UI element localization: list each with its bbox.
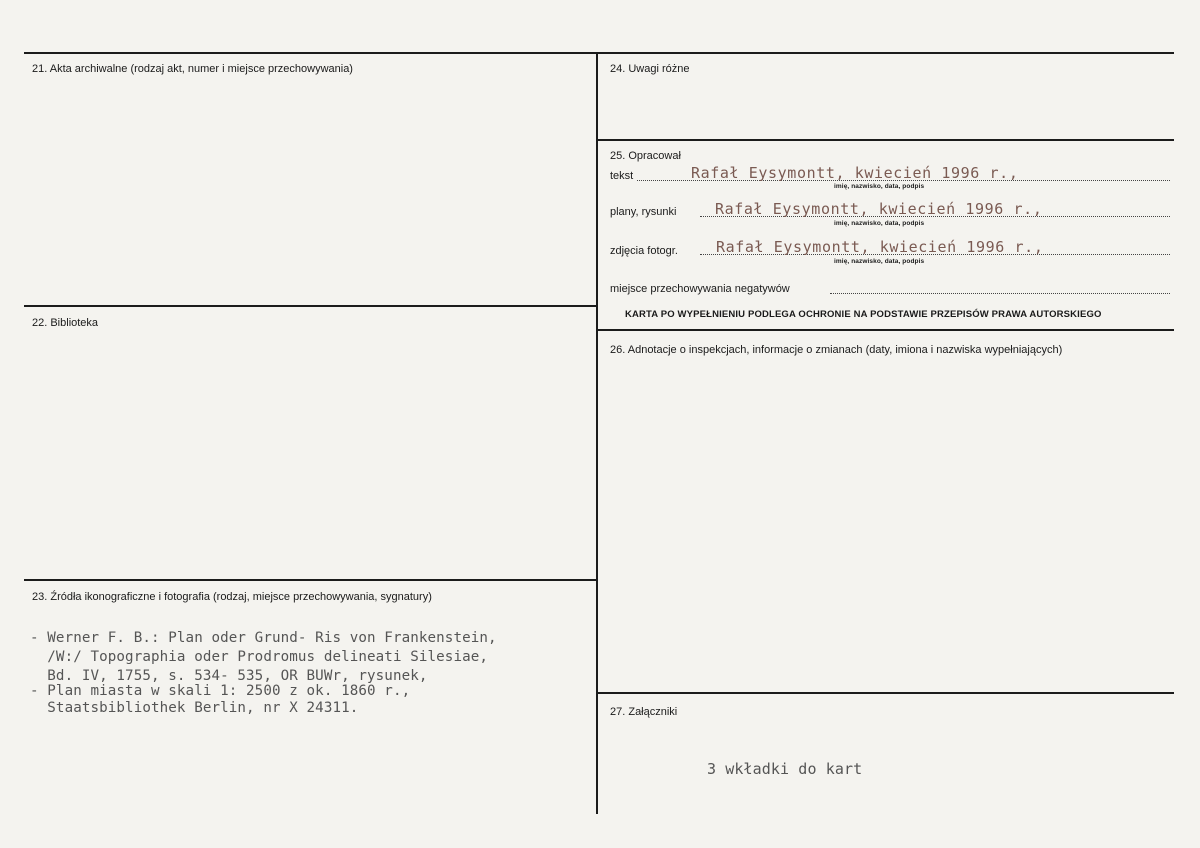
center-divider-line — [596, 52, 598, 814]
copyright-notice: KARTA PO WYPEŁNIENIU PODLEGA OCHRONIE NA PODSTAWIE PRZEPISÓW PRAWA AUTORSKIEGO — [625, 309, 1102, 320]
row-plany-value: Rafał Eysymontt, kwiecień 1996 r., — [715, 200, 1043, 218]
row-plany-hint: imię, nazwisko, data, podpis — [834, 220, 925, 227]
divider-26-27 — [597, 692, 1174, 694]
field-23-label: 23. Źródła ikonograficzne i fotografia (rodzaj, miejsce przechowywania, sygnatury) — [32, 591, 432, 603]
divider-22-23 — [24, 579, 597, 581]
field-21-label: 21. Akta archiwalne (rodzaj akt, numer i miejsce przechowywania) — [32, 63, 353, 75]
row-tekst-value: Rafał Eysymontt, kwiecień 1996 r., — [691, 164, 1019, 182]
field-22-label: 22. Biblioteka — [32, 317, 99, 329]
source-line-2: /W:/ Topographia oder Prodromus delineati Silesiae, — [30, 649, 489, 665]
field-25-label: 25. Opracował — [610, 150, 681, 162]
source-line-1: - Werner F. B.: Plan oder Grund- Ris von Frankenstein, — [30, 630, 497, 646]
divider-21-22 — [24, 305, 597, 307]
attachments-value: 3 wkładki do kart — [707, 760, 863, 778]
source-line-3: Bd. IV, 1755, s. 534- 535, OR BUWr, rysunek, — [30, 668, 428, 684]
row-tekst-label: tekst — [610, 170, 634, 182]
row-zdjecia-value: Rafał Eysymontt, kwiecień 1996 r., — [716, 238, 1044, 256]
row-zdjecia-hint: imię, nazwisko, data, podpis — [834, 258, 925, 265]
row-tekst-hint: imię, nazwisko, data, podpis — [834, 183, 925, 190]
divider-24-25 — [597, 139, 1174, 141]
field-27-label: 27. Załączniki — [610, 706, 678, 718]
row-plany-label: plany, rysunki — [610, 206, 677, 218]
source-line-5: Staatsbibliothek Berlin, nr X 24311. — [30, 700, 359, 716]
negatives-dotted-line — [830, 293, 1170, 294]
row-zdjecia-label: zdjęcia fotogr. — [610, 245, 678, 257]
source-line-4: - Plan miasta w skali 1: 2500 z ok. 1860 r., — [30, 683, 411, 699]
field-26-label: 26. Adnotacje o inspekcjach, informacje o zmianach (daty, imiona i nazwiska wypełniających) — [610, 344, 1063, 356]
field-24-label: 24. Uwagi różne — [610, 63, 690, 75]
sources-typed-text — [30, 629, 497, 718]
negatives-label: miejsce przechowywania negatywów — [610, 283, 790, 295]
divider-25-26 — [597, 329, 1174, 331]
top-border-line — [24, 52, 1174, 54]
